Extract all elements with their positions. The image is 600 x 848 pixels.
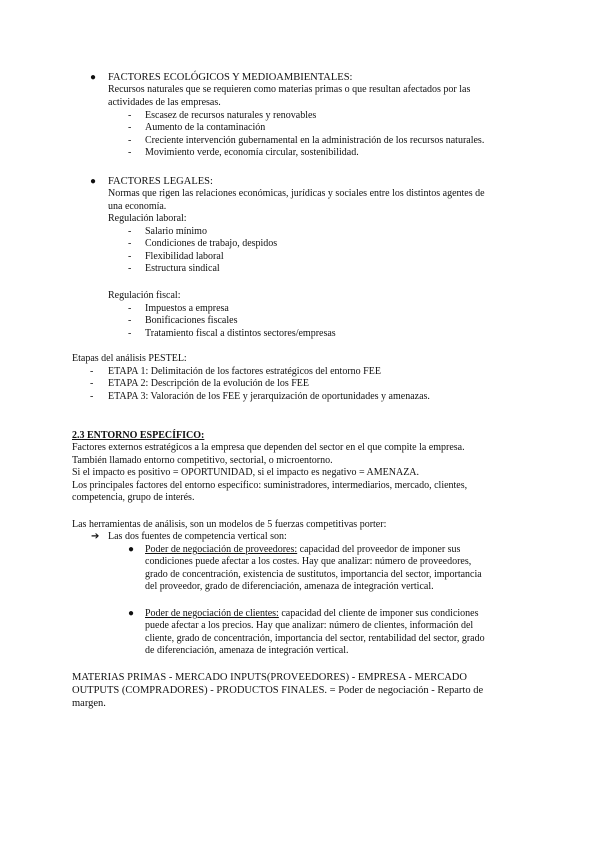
pestel-title: Etapas del análisis PESTEL: [72, 353, 187, 364]
fiscal-title: Regulación fiscal: [108, 290, 181, 301]
paragraph-line: También llamado entorno competitivo, sectorial, o microentorno. [72, 454, 333, 466]
list-item: - Condiciones de trabajo, despidos [128, 238, 278, 250]
list-item: - Flexibilidad laboral [128, 250, 224, 262]
eco-list [128, 110, 568, 160]
list-item: - Salario mínimo [128, 226, 207, 237]
proveedores-text: capacidad del proveedor de imponer sus [297, 544, 461, 555]
laboral-title: Regulación laboral: [108, 213, 187, 225]
bullet-dot: ● [90, 72, 97, 83]
paragraph-line: Los principales factores del entorno específico: suministradores, intermediarios, mercado, clientes, [72, 479, 468, 491]
proveedores-title: Poder de negociación de proveedores: [145, 544, 298, 555]
especifico-section [72, 430, 582, 504]
list-item: - Estructura sindical [128, 263, 220, 275]
paragraph-line: del proveedor, grado de diferenciación, amenaza de integración vertical. [145, 581, 434, 593]
proveedores-item [145, 544, 525, 594]
list-item: - Escasez de recursos naturales y renovables [128, 110, 317, 121]
legal-desc: Normas que rigen las relaciones económicas, jurídicas y sociales entre los distintos agentes de [108, 188, 485, 200]
legal-section [108, 176, 578, 226]
bullet-dot: ● [128, 544, 135, 555]
paragraph-line: margen. [72, 698, 106, 709]
paragraph-line: MATERIAS PRIMAS - MERCADO INPUTS(PROVEEDORES) - EMPRESA - MERCADO [72, 672, 467, 683]
eco-title: FACTORES ECOLÓGICOS Y MEDIOAMBIENTALES: [108, 72, 353, 83]
legal-desc-2: una economía. [108, 200, 167, 212]
list-item: - Impuestos a empresa [128, 303, 229, 314]
paragraph-line: Si el impacto es positivo = OPORTUNIDAD, si el impacto es negativo = AMENAZA. [72, 467, 420, 479]
eco-section [108, 72, 578, 109]
paragraph-line: puede afectar a los precios. Hay que analizar: número de clientes, información del [145, 620, 474, 632]
list-item: - ETAPA 2: Descripción de la evolución de los FEE [90, 378, 310, 390]
arrow-item [108, 531, 578, 543]
eco-desc: Recursos naturales que se requieren como materias primas o que resultan afectados por las [108, 84, 471, 96]
list-item: - Aumento de la contaminación [128, 122, 266, 134]
paragraph-line: competencia, grupo de interés. [72, 492, 195, 504]
clientes-text: capacidad del cliente de imponer sus condiciones [278, 608, 479, 619]
list-item: - ETAPA 1: Delimitación de los factores estratégicos del entorno FEE [90, 366, 381, 377]
paragraph-line: de diferenciación, amenaza de integración vertical. [145, 645, 349, 657]
paragraph-line: grado de concentración, existencia de sustitutos, importancia del sector, importancia [145, 568, 482, 580]
bullet-dot: ● [128, 608, 135, 619]
clientes-item [145, 608, 525, 658]
paragraph-line: condiciones puede afectar a los costes. Hay que analizar: número de proveedores, [145, 556, 472, 568]
paragraph-line: Las herramientas de análisis, son un modelos de 5 fuerzas competitivas porter: [72, 519, 387, 530]
arrow-icon: ➔ [91, 531, 100, 542]
laboral-list [128, 226, 568, 276]
pestel-section [72, 353, 572, 365]
eco-desc-2: actividades de las empresas. [108, 96, 221, 108]
list-item: - Movimiento verde, economía circular, sostenibilidad. [128, 147, 359, 159]
clientes-title: Poder de negociación de clientes: [145, 608, 279, 619]
list-item: - ETAPA 3: Valoración de los FEE y jerarquización de oportunidades y amenazas. [90, 390, 430, 402]
paragraph-line: OUTPUTS (COMPRADORES) - PRODUCTOS FINALES. = Poder de negociación - Reparto de [72, 685, 484, 696]
list-item: - Tratamiento fiscal a distintos sectores/empresas [128, 327, 336, 339]
arrow-item-text: Las dos fuentes de competencia vertical son: [108, 531, 287, 542]
paragraph-line: cliente, grado de concentración, importancia del sector, rentabilidad del sector, grado [145, 632, 485, 644]
tools-line [72, 519, 582, 531]
value-chain [72, 671, 587, 710]
fiscal-list [128, 303, 568, 340]
section-heading: 2.3 ENTORNO ESPECÍFICO: [72, 430, 205, 441]
list-item: - Bonificaciones fiscales [128, 315, 238, 327]
fiscal-section [108, 290, 578, 302]
paragraph-line: Factores externos estratégicos a la empresa que dependen del sector en el que compite la empresa. [72, 442, 465, 454]
legal-title: FACTORES LEGALES: [108, 176, 213, 187]
bullet-dot: ● [90, 176, 97, 187]
pestel-list [90, 366, 580, 403]
list-item: - Creciente intervención gubernamental en la administración de los recursos naturales. [128, 134, 485, 146]
